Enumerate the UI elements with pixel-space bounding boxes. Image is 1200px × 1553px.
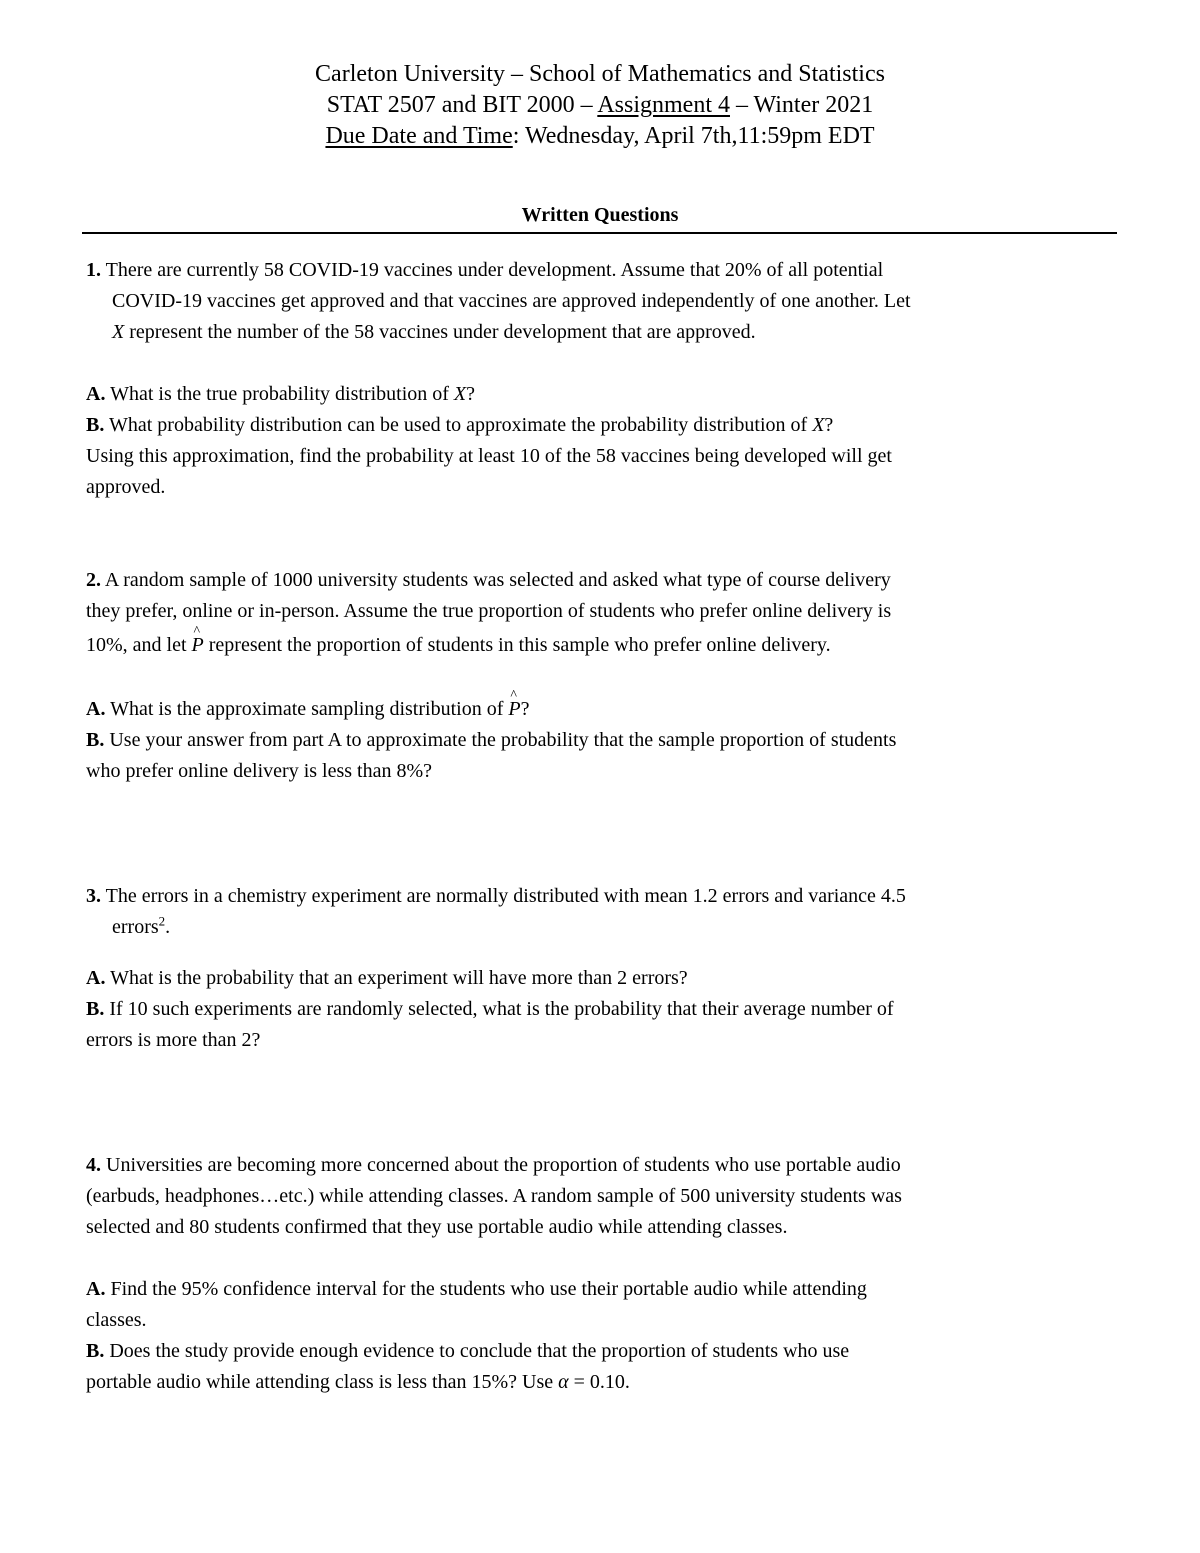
q1-b-end: ? [824, 414, 834, 436]
q2-b-label: B. [86, 729, 105, 751]
q3-a-label: A. [86, 967, 106, 989]
q1-line3 [112, 319, 756, 345]
q3-line1 [86, 883, 906, 909]
q4-alpha: α [558, 1371, 569, 1393]
q2-a-end: ? [520, 698, 530, 720]
header-course [0, 90, 1200, 120]
q4-part-a-line2 [86, 1307, 147, 1333]
q2-a-label: A. [86, 698, 106, 720]
header-course-prefix: STAT 2507 and BIT 2000 – [326, 92, 598, 118]
q1-line2 [112, 288, 911, 314]
q1-b-text2: Using this approximation, find the probability at least 10 of the 58 vaccines being developed will get [86, 445, 892, 467]
q1-a-text: What is the true probability distribution of [105, 383, 454, 405]
q2-line3 [86, 632, 831, 658]
q2-part-a [86, 696, 529, 722]
q1-a-label: A. [86, 383, 106, 405]
q2-part-b-line2 [86, 758, 432, 784]
q4-part-b [86, 1338, 849, 1364]
q2-number: 2. [86, 569, 101, 591]
q3-part-b-line2 [86, 1027, 260, 1053]
q4-text3: selected and 80 students confirmed that they use portable audio while attending classes. [86, 1216, 788, 1238]
q4-text2: (earbuds, headphones…etc.) while attending classes. A random sample of 500 university students was [86, 1185, 902, 1207]
q1-b-text: What probability distribution can be used to approximate the probability distribution of [104, 414, 813, 436]
q4-text1: Universities are becoming more concerned about the proportion of students who use portable audio [101, 1154, 901, 1176]
header-assignment: Assignment 4 [597, 92, 730, 118]
q3-b-label: B. [86, 998, 105, 1020]
q2-line1 [86, 567, 891, 593]
q2-a-p-hat: ^ P [508, 696, 520, 722]
q3-a-text: What is the probability that an experiment will have more than 2 errors? [105, 967, 688, 989]
q1-text1: There are currently 58 COVID-19 vaccines under development. Assume that 20% of all potential [101, 259, 884, 281]
q4-b-text2-end: = 0.10. [568, 1371, 630, 1393]
q4-a-text: Find the 95% confidence interval for the students who use their portable audio while attending [105, 1278, 867, 1300]
q3-text2-end: . [165, 916, 171, 938]
q1-a-var: X [453, 383, 467, 405]
q2-line2 [86, 598, 891, 624]
q1-text2: COVID-19 vaccines get approved and that vaccines are approved independently of one another. Let [112, 290, 911, 312]
q2-text3-rest: represent the proportion of students in this sample who prefer online delivery. [203, 634, 831, 656]
header-line1: Carleton University – School of Mathematics and Statistics [315, 61, 885, 87]
q3-superscript: 2 [158, 913, 166, 929]
section-title: Written Questions [521, 204, 679, 226]
section-divider [82, 232, 1117, 234]
q2-text1: A random sample of 1000 university students was selected and asked what type of course delivery [101, 569, 891, 591]
q2-p-hat: ^ P [192, 632, 204, 658]
q1-b-var: X [812, 414, 825, 436]
q1-part-b [86, 412, 833, 438]
header-due-date [0, 121, 1200, 151]
q2-b-text2: who prefer online delivery is less than 8%? [86, 760, 433, 782]
q3-b-text2: errors is more than 2? [86, 1029, 261, 1051]
q4-number: 4. [86, 1154, 101, 1176]
due-date-label: Due Date and Time [325, 123, 513, 149]
q4-a-label: A. [86, 1278, 106, 1300]
q2-text3-start: 10%, and let [86, 634, 192, 656]
q4-part-a [86, 1276, 867, 1302]
q4-line2 [86, 1183, 902, 1209]
q1-part-a [86, 381, 475, 407]
q1-line1 [86, 257, 883, 283]
q3-text1: The errors in a chemistry experiment are normally distributed with mean 1.2 errors and variance 4.5 [101, 885, 906, 907]
q1-number: 1. [86, 259, 101, 281]
q3-b-text: If 10 such experiments are randomly selected, what is the probability that their average number of [104, 998, 894, 1020]
q3-part-b [86, 996, 894, 1022]
header-term: – Winter 2021 [729, 92, 874, 118]
q4-line3 [86, 1214, 787, 1240]
q1-b-label: B. [86, 414, 105, 436]
q2-b-text: Use your answer from part A to approximate the probability that the sample proportion of students [104, 729, 897, 751]
q4-b-text2: portable audio while attending class is less than 15%? Use [86, 1371, 559, 1393]
q4-line1 [86, 1152, 901, 1178]
q1-b-text3: approved. [86, 476, 166, 498]
q1-a-end: ? [466, 383, 476, 405]
header-university [0, 59, 1200, 89]
q1-part-b-line2 [86, 443, 892, 469]
q1-part-b-line3 [86, 474, 165, 500]
q1-var-x: X [112, 321, 125, 343]
q4-part-b-line2 [86, 1369, 630, 1395]
q2-text2: they prefer, online or in-person. Assume the true proportion of students who prefer online delivery is [86, 600, 892, 622]
q4-b-text: Does the study provide enough evidence to conclude that the proportion of students who use [104, 1340, 850, 1362]
q4-b-label: B. [86, 1340, 105, 1362]
due-date-value: : Wednesday, April 7th,11:59pm EDT [512, 123, 875, 149]
q2-part-b [86, 727, 896, 753]
q3-text2: errors [112, 916, 159, 938]
q3-part-a [86, 965, 688, 991]
q1-text3: represent the number of the 58 vaccines under development that are approved. [124, 321, 756, 343]
q2-a-text: What is the approximate sampling distribution of [105, 698, 509, 720]
q3-line2 [112, 914, 170, 940]
q4-a-text2: classes. [86, 1309, 147, 1331]
q3-number: 3. [86, 885, 101, 907]
